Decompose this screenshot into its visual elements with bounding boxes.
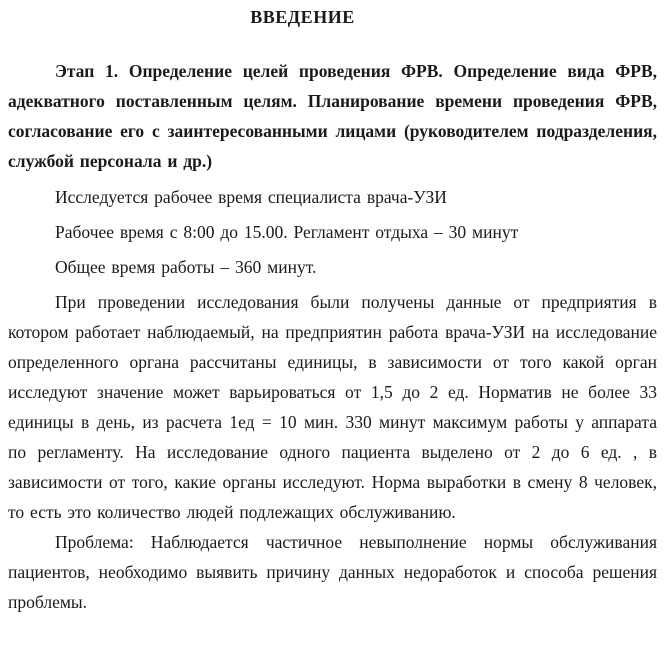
document-title: ВВЕДЕНИЕ <box>250 7 355 27</box>
paragraph-problem-statement: Проблема: Наблюдается частичное невыполнение нормы обслуживания пациентов, необходимо выявить причину данных недоработок и способа решения проблемы. <box>8 532 657 612</box>
paragraph-stage1-heading: Этап 1. Определение целей проведения ФРВ. Определение вида ФРВ, адекватного поставленным целям. Планирование времени проведения ФРВ, согласование его с заинтересованными лицами (руководителем подразделения, службой персонала и др.) <box>8 61 657 171</box>
paragraph-work-hours: Рабочее время с 8:00 до 15.00. Регламент отдыха – 30 минут <box>55 222 519 242</box>
paragraph-study-subject: Исследуется рабочее время специалиста врача-УЗИ <box>55 187 447 207</box>
paragraph-total-time: Общее время работы – 360 минут. <box>55 257 317 277</box>
paragraph-study-details: При проведении исследования были получены данные от предприятия в котором работает наблюдаемый, на предприятин работа врача-УЗИ на исследование определенного органа рассчитаны единицы, в зависимости от того какой орган исследуют значение может варьироваться от 1,5 до 2 ед. Норматив не более 33 единицы в день, из расчета 1ед = 10 мин. 330 минут максимум работы у аппарата по регламенту. На исследование одного пациента выделено от 2 до 6 ед. , в зависимости от того, какие органы исследуют. Норма выработки в смену 8 человек, то есть это количество людей подлежащих обслуживанию. <box>8 292 657 522</box>
